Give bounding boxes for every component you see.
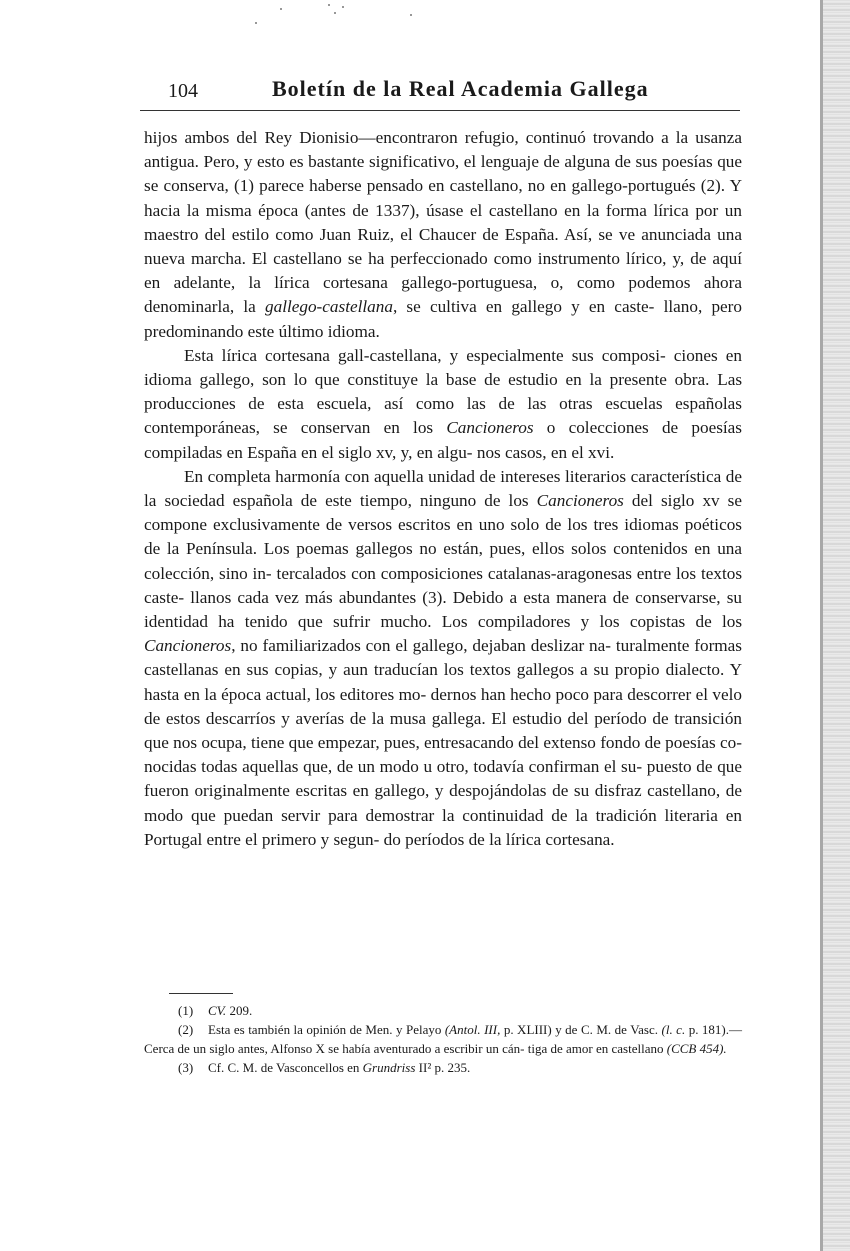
- footnote-number: (3): [178, 1060, 194, 1075]
- running-header: [140, 76, 740, 106]
- text-line: aquí en adelante, la lírica cortesana gallego-portuguesa, o, como podemos: [144, 249, 742, 293]
- text-line: tiene que empezar, pues, entresacando del extenso fondo de poesías co-: [250, 733, 742, 753]
- text-line: de la musa gallega. El estudio del período de transición que nos ocupa,: [144, 708, 743, 753]
- footnote-italic: (l. c.: [661, 1022, 686, 1037]
- text-line: , se cultiva en gallego y en caste-: [392, 297, 655, 317]
- body-text: [144, 126, 742, 852]
- footnote-text: tiga de amor en castellano: [527, 1041, 667, 1056]
- footnote-italic: (Antol. III,: [444, 1022, 501, 1037]
- text-line: turalmente formas castellanas en sus copias, y aun traducían los textos: [144, 636, 742, 680]
- footnote-rule: [169, 993, 233, 994]
- text-line: colecciones de poesías compiladas en España en el siglo xv, y, en algu-: [144, 418, 742, 462]
- text-line: hijos ambos del Rey Dionisio—encontraron refugio, continuó trovando a: [144, 128, 669, 147]
- text-line: en uno solo de los tres idiomas poéticos de la Península. Los poemas: [144, 515, 742, 559]
- text-line: como Juan Ruiz, el Chaucer de España. Así, se ve anunciada una nueva: [144, 224, 742, 269]
- footnote-number: (1): [178, 1003, 194, 1018]
- text-line: castellano, no en gallego-portugués (2). Y hacia la misma época (antes: [144, 176, 743, 220]
- text-line: do períodos de la lírica cortesana.: [383, 829, 615, 849]
- text-line: alguna de sus poesías que se conserva, (1) parece haberse pensado en: [144, 152, 743, 196]
- footnote-text: p. 181).—Cerca de un siglo antes, Alfonso X se había aventurado a escribir un cán-: [144, 1022, 743, 1056]
- italic-term: gallego-castellana: [265, 297, 393, 317]
- text-line: gallegos no están, pues, ellos solos contenidos en una colección, sino in-: [144, 539, 743, 583]
- text-line: gallegos a su propio dialecto. Y hasta en la época actual, los editores mo-: [144, 660, 742, 704]
- text-line: tercalados con composiciones catalanas-aragonesas entre los textos caste-: [144, 563, 743, 607]
- text-line: puesto de que fueron originalmente escritas en gallego, y despojándolas: [144, 757, 743, 801]
- scan-specks: [250, 0, 450, 30]
- footnote-3: [144, 1058, 742, 1077]
- paragraph-3: [144, 465, 742, 852]
- footnote-text: 209.: [226, 1003, 253, 1018]
- footnote-italic: CV.: [208, 1003, 227, 1018]
- text-line: , no familiarizados con el gallego, dejaban deslizar na-: [231, 636, 611, 656]
- footnote-italic: (CCB 454).: [666, 1041, 727, 1056]
- footnote-2: [144, 1020, 742, 1058]
- paragraph-2: [144, 344, 742, 465]
- page-number: 104: [168, 80, 198, 102]
- text-line: En completa harmonía con aquella unidad de intereses literarios: [184, 466, 627, 486]
- text-line: de su disfraz castellano, de modo que puedan servir para demostrar la: [144, 781, 742, 825]
- footnote-text: Cf. C. M. de Vasconcellos en: [208, 1060, 363, 1075]
- footnote-text: II² p. 235.: [415, 1060, 471, 1075]
- footnote-text: p. XLIII) y de C. M. de: [500, 1022, 627, 1037]
- text-line: ciones en idioma gallego, son lo que constituye la base de estudio en la: [144, 345, 742, 390]
- text-line: ahora denominarla, la: [144, 273, 742, 317]
- text-line: nos casos, en el xvi.: [476, 442, 615, 462]
- footnote-text: Vasc.: [630, 1022, 662, 1037]
- text-line: dernos han hecho poco para descorrer el velo de estos descarríos y averías: [144, 684, 743, 728]
- text-line: de 1337), úsase el castellano en la forma lírica por un maestro del estilo: [144, 200, 742, 244]
- text-line: nocidas todas aquellas que, de un modo u otro, todavía confirman el su-: [144, 757, 643, 777]
- footnote-number: (2): [178, 1022, 194, 1037]
- footnotes: [144, 1001, 742, 1077]
- text-line: escuelas españolas contemporáneas, se conservan en los: [144, 394, 742, 438]
- text-line: Esta lírica cortesana gall-castellana, y especialmente sus composi-: [184, 345, 666, 365]
- text-line: característica de la sociedad española de este tiempo, ninguno de los: [144, 466, 742, 511]
- footnote-text: Esta es también la opinión de Men. y Pelayo: [208, 1022, 445, 1037]
- text-line: continuidad de la tradición literaria en Portugal entre el primero y segun-: [144, 805, 742, 849]
- text-line: marcha. El castellano se ha perfeccionado como instrumento lírico, y, de: [191, 249, 707, 269]
- text-line: su identidad ha tenido que sufrir mucho. Los compiladores y los copistas: [144, 587, 743, 632]
- text-line: llanos cada vez más abundantes (3). Debido a esta manera de conservarse,: [190, 587, 721, 607]
- header-rule: [140, 110, 740, 111]
- italic-term: Cancioneros: [446, 418, 534, 438]
- italic-term: Cancioneros: [144, 636, 232, 656]
- text-line: de los: [695, 612, 743, 632]
- paragraph-1: [144, 126, 742, 344]
- footnote-1: [144, 1001, 742, 1020]
- italic-term: Cancioneros: [536, 491, 624, 511]
- scanned-page-edge: [820, 0, 850, 1251]
- text-line: del siglo xv se compone exclusivamente de versos escritos: [144, 491, 742, 535]
- text-line: llano, pero predominando este último idioma.: [144, 297, 742, 341]
- text-line: presente obra. Las producciones de esta escuela, así como las de las otras: [144, 370, 743, 414]
- text-line: la usanza antigua. Pero, y esto es bastante significativo, el lenguaje de: [144, 128, 743, 172]
- text-line: o: [533, 418, 556, 438]
- footnote-italic: Grundriss: [362, 1060, 416, 1075]
- running-title: Boletín de la Real Academia Gallega: [272, 76, 649, 101]
